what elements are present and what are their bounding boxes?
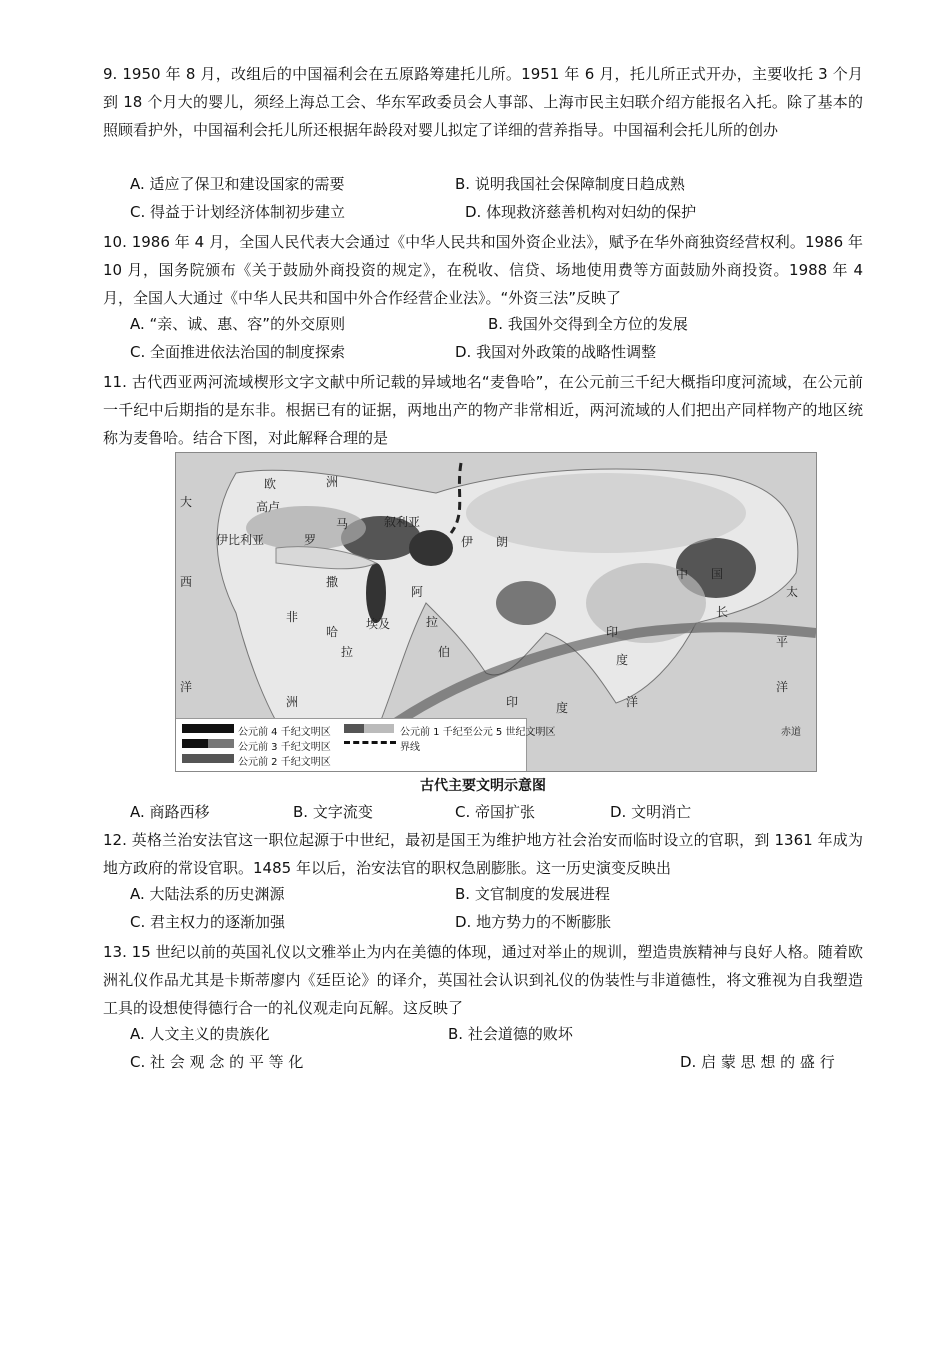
map-label: 洋	[180, 680, 193, 694]
legend-boundary-swatch	[344, 741, 396, 744]
legend-swatch	[344, 724, 394, 733]
legend-swatch	[182, 724, 234, 733]
q11-option-b[interactable]: B. 文字流变	[293, 803, 373, 821]
map-label: 赤道	[781, 727, 801, 738]
map-label: 撒	[326, 575, 339, 589]
map-label: 中	[676, 567, 689, 581]
map-label: 拉	[426, 615, 439, 629]
map-label: 长	[716, 605, 729, 619]
map-label: 马	[336, 517, 349, 531]
q10-option-a[interactable]: A. “亲、诚、惠、容”的外交原则	[130, 315, 346, 333]
q9-option-d[interactable]: D. 体现救济慈善机构对妇幼的保护	[465, 203, 697, 221]
map-label: 阿	[411, 585, 424, 599]
q12-option-a[interactable]: A. 大陆法系的历史渊源	[130, 885, 285, 903]
map-legend	[176, 718, 556, 771]
legend-item: 公元前 1 千纪至公元 5 世纪文明区	[400, 727, 556, 738]
ancient-civilization-map	[175, 452, 817, 772]
q11-option-a[interactable]: A. 商路西移	[130, 803, 210, 821]
q11-option-d[interactable]: D. 文明消亡	[610, 803, 692, 821]
map-label: 哈	[326, 625, 339, 639]
q13-option-c[interactable]: C. 社 会 观 念 的 平 等 化	[130, 1053, 304, 1071]
q11-option-c[interactable]: C. 帝国扩张	[455, 803, 536, 821]
map-label: 伊比利亚	[216, 533, 265, 547]
question-11-stem: 11. 古代西亚两河流域楔形文字文献中所记载的异域地名“麦鲁哈”，在公元前三千纪大概指印度河流域，在公元前一千纪中后期指的是东非。根据已有的证据，两地出产的物产非常相近，两河流域的人们把出产同样物产的地区统称为麦鲁哈。结合下图，对此解释合理的是	[103, 373, 863, 447]
q13-option-a[interactable]: A. 人文主义的贵族化	[130, 1025, 270, 1043]
map-label: 印	[506, 695, 519, 709]
legend-item: 界线	[400, 742, 420, 753]
q9-option-a[interactable]: A. 适应了保卫和建设国家的需要	[130, 175, 345, 193]
map-label: 拉	[341, 645, 354, 659]
question-13-stem: 13. 15 世纪以前的英国礼仪以文雅举止为内在美德的体现，通过对举止的规训，塑造贵族精神与良好人格。随着欧洲礼仪作品尤其是卡斯蒂廖内《廷臣论》的译介，英国社会认识到礼仪的伪装性与非道德性，将文雅视为自我塑造工具的设想使得德行合一的礼仪观走向瓦解。这反映了	[103, 943, 863, 1017]
q13-option-b[interactable]: B. 社会道德的败坏	[448, 1025, 573, 1043]
legend-swatch	[182, 739, 234, 748]
question-9-stem: 9. 1950 年 8 月，改组后的中国福利会在五原路筹建托儿所。1951 年 6 月，托儿所正式开办，主要收托 3 个月到 18 个月大的婴儿，须经上海总工会、华东军政委员会人事部、上海市民主妇联介绍方能报名入托。除了基本的照顾看护外，中国福利会托儿所还根据年龄段对婴儿拟定了详细的营养指导。中国福利会托儿所的创办	[103, 65, 863, 139]
q9-option-b[interactable]: B. 说明我国社会保障制度日趋成熟	[455, 175, 685, 193]
q12-option-d[interactable]: D. 地方势力的不断膨胀	[455, 913, 612, 931]
question-12-stem: 12. 英格兰治安法官这一职位起源于中世纪，最初是国王为维护地方社会治安而临时设立的官职，到 1361 年成为地方政府的常设官职。1485 年以后，治安法官的职权急剧膨胀。这一历史演变反映出	[103, 831, 863, 877]
legend-item: 公元前 2 千纪文明区	[238, 757, 331, 768]
map-label: 国	[711, 567, 724, 581]
question-10-stem: 10. 1986 年 4 月，全国人民代表大会通过《中华人民共和国外资企业法》，赋予在华外商独资经营权利。1986 年 10 月，国务院颁布《关于鼓励外商投资的规定》，在税收、信贷、场地使用费等方面鼓励外商投资。1988 年 4 月，全国人大通过《中华人民共和国中外合作经营企业法》。“外资三法”反映了	[103, 233, 863, 307]
map-label: 印	[606, 625, 619, 639]
q10-option-c[interactable]: C. 全面推进依法治国的制度探索	[130, 343, 346, 361]
legend-swatch	[182, 754, 234, 763]
map-label: 洋	[776, 680, 789, 694]
map-label: 度	[616, 653, 629, 667]
map-label: 洲	[286, 695, 299, 709]
map-label: 埃及	[366, 617, 391, 631]
map-label: 太	[786, 585, 799, 599]
q12-option-c[interactable]: C. 君主权力的逐渐加强	[130, 913, 286, 931]
map-label: 大	[180, 495, 193, 509]
map-caption: 古代主要文明示意图	[420, 778, 546, 794]
q10-option-b[interactable]: B. 我国外交得到全方位的发展	[488, 315, 688, 333]
legend-item: 公元前 3 千纪文明区	[238, 742, 331, 753]
map-label: 欧	[264, 477, 277, 491]
map-label: 朗	[496, 535, 509, 549]
map-label: 伯	[438, 645, 451, 659]
map-label: 叙利亚	[384, 515, 421, 529]
map-label: 平	[776, 635, 789, 649]
map-label: 罗	[304, 533, 317, 547]
q9-option-c[interactable]: C. 得益于计划经济体制初步建立	[130, 203, 346, 221]
q12-option-b[interactable]: B. 文官制度的发展进程	[455, 885, 610, 903]
map-label: 非	[286, 610, 299, 624]
map-label: 伊	[461, 535, 474, 549]
map-label: 度	[556, 701, 569, 715]
map-label: 洲	[326, 475, 339, 489]
q13-option-d[interactable]: D. 启 蒙 思 想 的 盛 行	[680, 1053, 835, 1071]
legend-item: 公元前 4 千纪文明区	[238, 727, 331, 738]
map-label: 洋	[626, 695, 639, 709]
q10-option-d[interactable]: D. 我国对外政策的战略性调整	[455, 343, 657, 361]
map-label: 高卢	[256, 500, 281, 514]
map-label: 西	[180, 575, 193, 589]
